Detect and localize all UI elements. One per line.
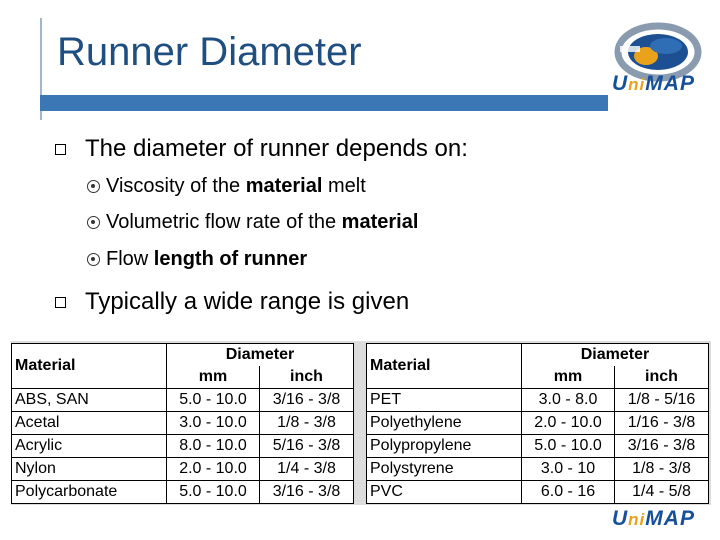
bullet-square-icon bbox=[55, 297, 66, 308]
circle-bullet-icon bbox=[87, 180, 100, 193]
header-diameter: Diameter bbox=[167, 344, 354, 367]
header-material: Material bbox=[367, 344, 522, 389]
table-row: ABS, SAN 5.0 - 10.0 3/16 - 3/8 bbox=[12, 389, 354, 412]
circle-bullet-icon bbox=[87, 253, 100, 266]
runner-diameter-table-image bbox=[11, 341, 711, 505]
table-row: Polystyrene 3.0 - 10 1/8 - 3/8 bbox=[367, 458, 709, 481]
header-inch: inch bbox=[260, 366, 354, 389]
sub-bullet-flow-rate: Volumetric flow rate of the material bbox=[87, 211, 418, 234]
bullet-square-icon bbox=[55, 144, 66, 155]
header-inch: inch bbox=[615, 366, 709, 389]
header-diameter: Diameter bbox=[522, 344, 709, 367]
table-row: Polyethylene 2.0 - 10.0 1/16 - 3/8 bbox=[367, 412, 709, 435]
title-accent-horizontal-bar bbox=[40, 95, 608, 111]
sub-bullet-viscosity: Viscosity of the material melt bbox=[87, 175, 366, 198]
table-row: PVC 6.0 - 16 1/4 - 5/8 bbox=[367, 481, 709, 504]
unimap-footer-logo-text: UniMAP bbox=[612, 507, 695, 530]
unimap-logo-text: UniMAP bbox=[612, 72, 695, 95]
header-mm: mm bbox=[167, 366, 260, 389]
table-right bbox=[366, 343, 709, 504]
table-left bbox=[11, 343, 354, 504]
header-material: Material bbox=[12, 344, 167, 389]
circle-bullet-icon bbox=[87, 216, 100, 229]
bullet-main-1: The diameter of runner depends on: bbox=[85, 135, 468, 162]
table-row: Acetal 3.0 - 10.0 1/8 - 3/8 bbox=[12, 412, 354, 435]
table-row: Nylon 2.0 - 10.0 1/4 - 3/8 bbox=[12, 458, 354, 481]
sub-bullet-flow-length: Flow length of runner bbox=[87, 248, 307, 271]
bullet-main-2: Typically a wide range is given bbox=[85, 288, 410, 315]
table-row: Acrylic 8.0 - 10.0 5/16 - 3/8 bbox=[12, 435, 354, 458]
table-row: PET 3.0 - 8.0 1/8 - 5/16 bbox=[367, 389, 709, 412]
table-row: Polypropylene 5.0 - 10.0 3/16 - 3/8 bbox=[367, 435, 709, 458]
header-mm: mm bbox=[522, 366, 615, 389]
table-row: Polycarbonate 5.0 - 10.0 3/16 - 3/8 bbox=[12, 481, 354, 504]
slide-title: Runner Diameter bbox=[57, 30, 362, 74]
